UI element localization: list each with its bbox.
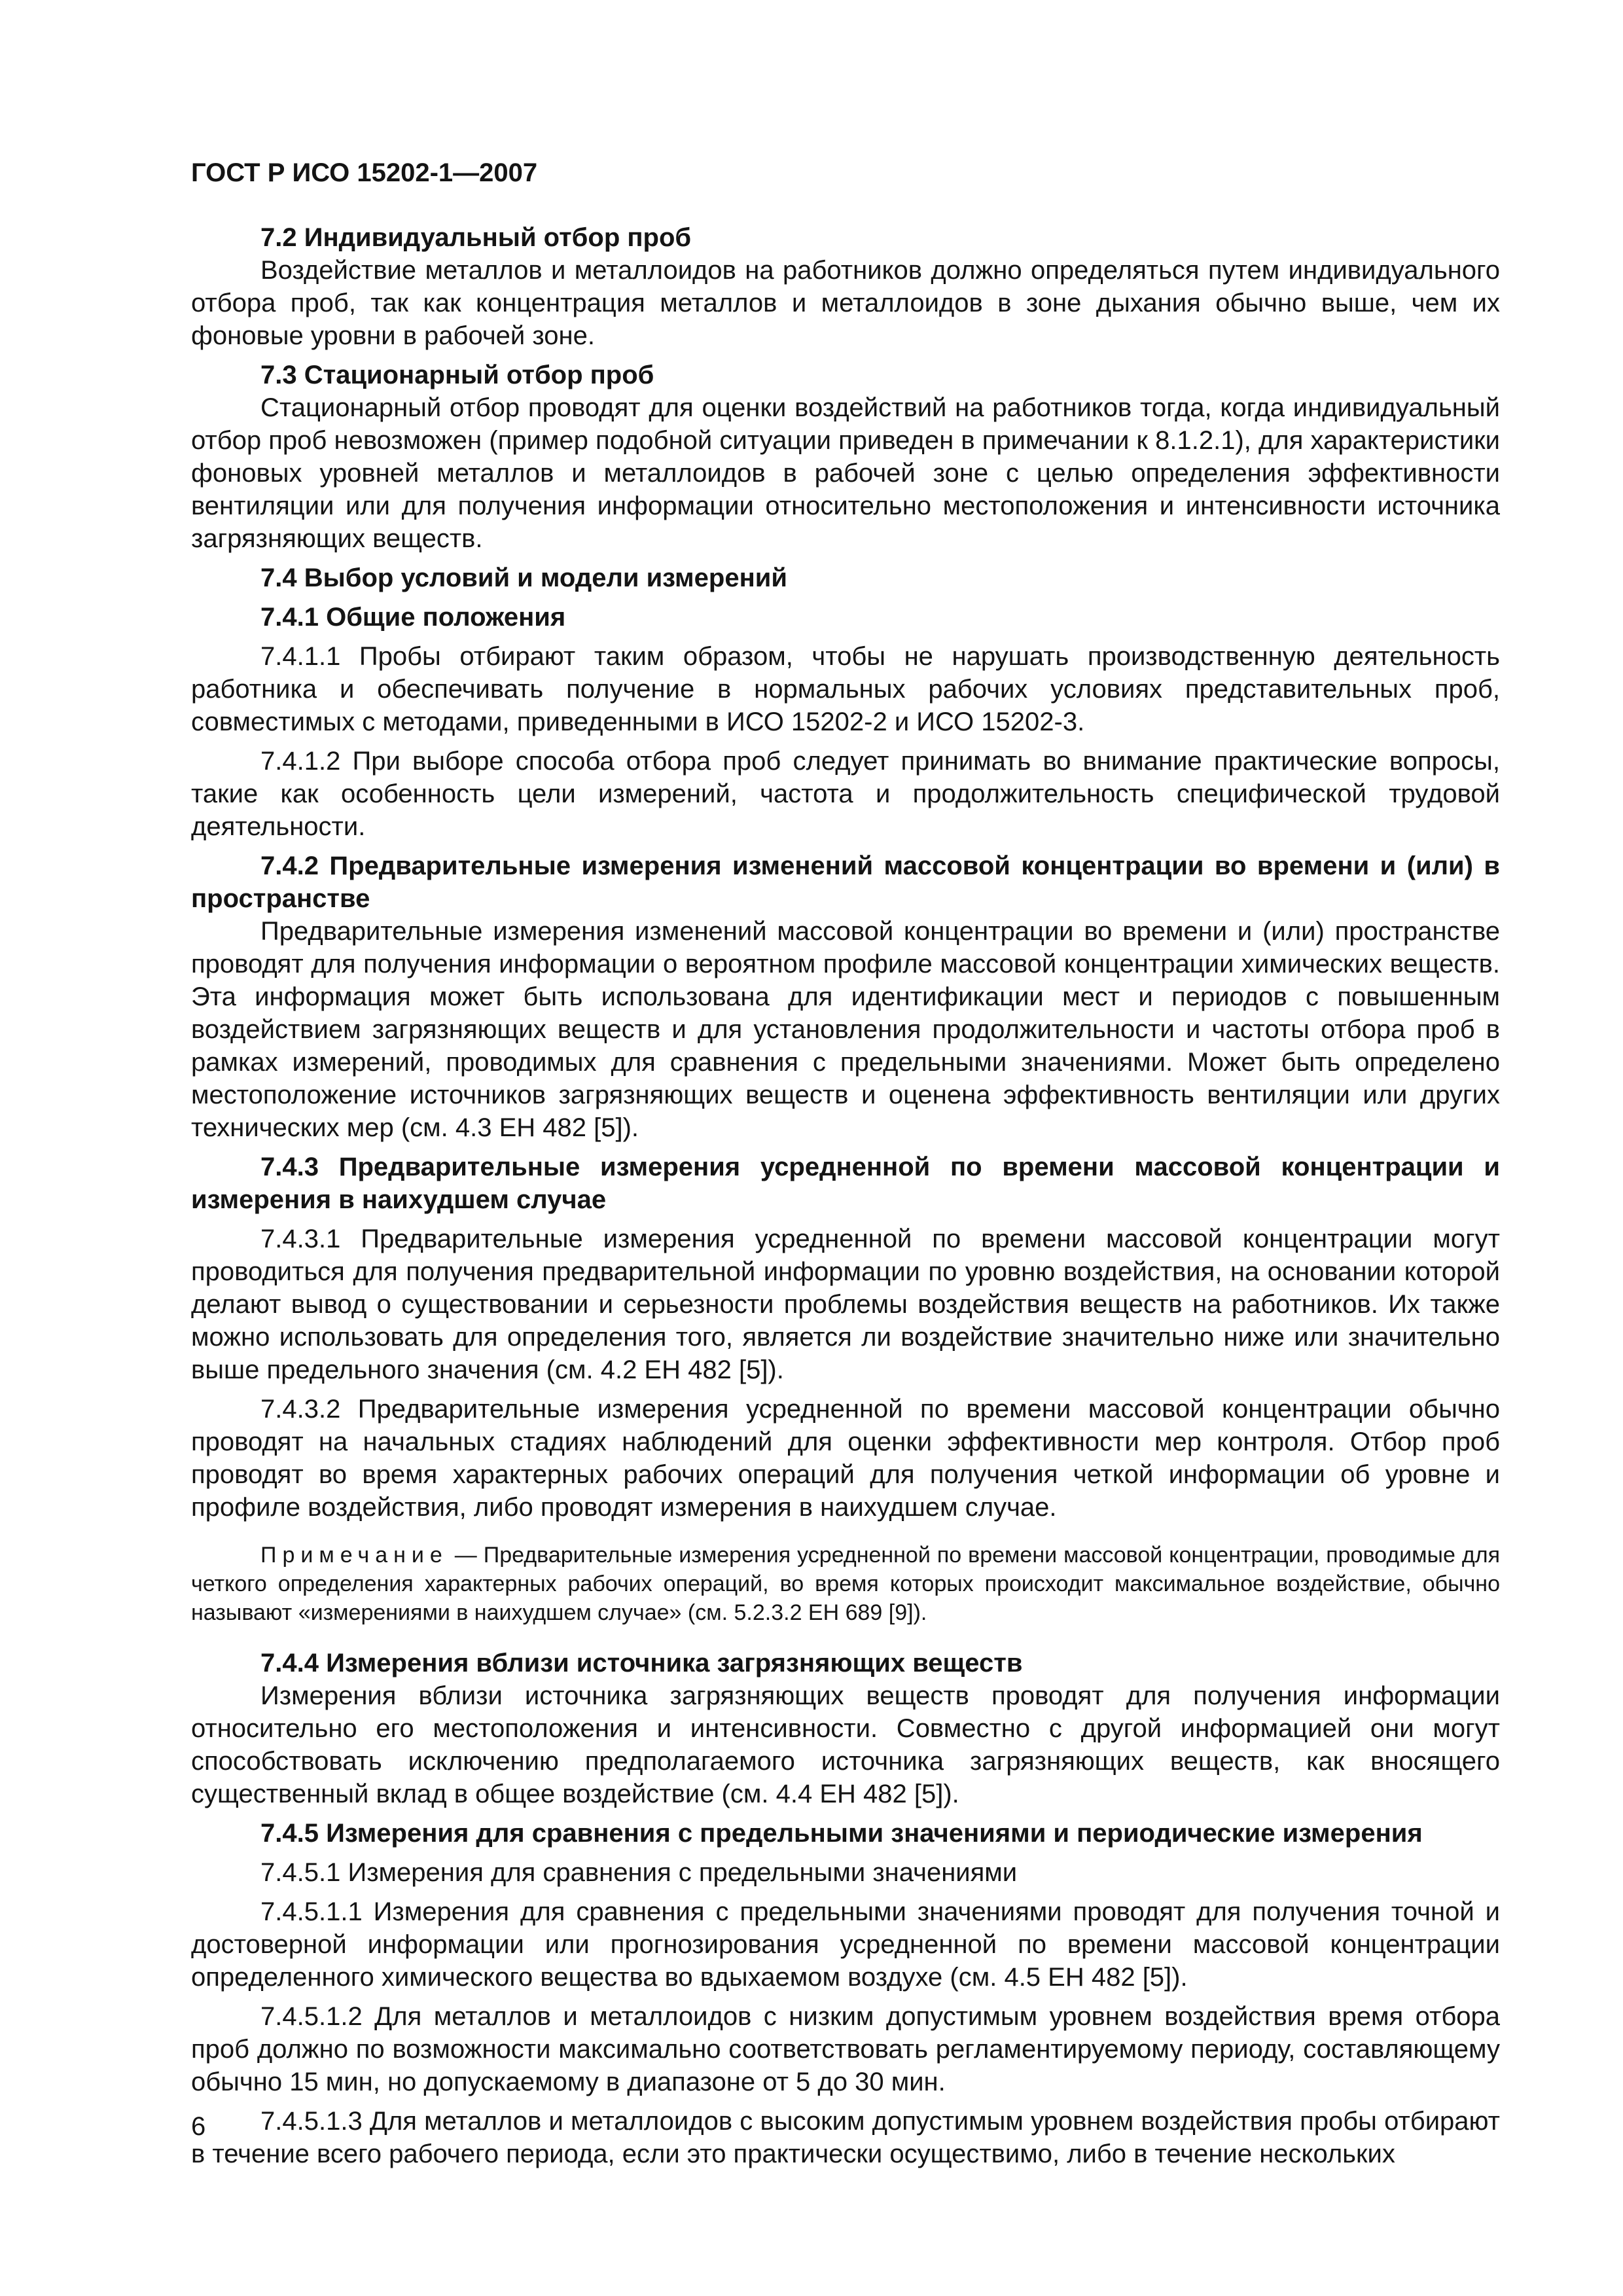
page-number: 6: [191, 2112, 206, 2141]
section-7-4-4-text: Измерения вблизи источника загрязняющих веществ проводят для получения информации относительно его местоположения и интенсивности. Совместно с другой информацией они могут способствовать исключению предполагаемого источника загрязняющих веществ, как вносящего существенный вклад в общее воздействие (см. 4.4 ЕН 482 [5]).: [191, 1681, 1500, 1808]
section-7-4-2-title: 7.4.2 Предварительные измерения изменений массовой концентрации во времени и (или) в пространстве: [191, 852, 1500, 913]
section-7-2-text: Воздействие металлов и металлоидов на работников должно определяться путем индивидуального отбора проб, так как концентрация металлов и металлоидов в зоне дыхания обычно выше, чем их фоновые уровни в рабочей зоне.: [191, 256, 1500, 350]
section-7-4-3-1-text: 7.4.3.1 Предварительные измерения усредненной по времени массовой концентрации могут проводиться для получения предварительной информации по уровню воздействия, на основании которой делают вывод о существовании и серьезности проблемы воздействия веществ на работников. Их также можно использовать для определения того, является ли воздействие значительно ниже или значительно выше предельного значения (см. 4.2 ЕН 482 [5]).: [191, 1225, 1500, 1384]
section-7-4-5-1-text: 7.4.5.1 Измерения для сравнения с предельными значениями: [260, 1858, 1018, 1887]
section-7-4-5-1-1-text: 7.4.5.1.1 Измерения для сравнения с предельными значениями проводят для получения точной и достоверной информации или прогнозирования усредненной по времени массовой концентрации определенного химического вещества во вдыхаемом воздухе (см. 4.5 ЕН 482 [5]).: [191, 1897, 1500, 1992]
document-header: ГОСТ Р ИСО 15202-1—2007: [191, 158, 538, 187]
section-7-4-3-2-text: 7.4.3.2 Предварительные измерения усредненной по времени массовой концентрации обычно проводят на начальных стадиях наблюдений для оценки эффективности мер контроля. Отбор проб проводят во время характерных рабочих операций для получения четкой информации об уровне и профиле воздействия, либо проводят измерения в наихудшем случае.: [191, 1395, 1500, 1522]
section-7-4-1-title: 7.4.1 Общие положения: [260, 603, 566, 632]
section-7-2-title: 7.2 Индивидуальный отбор проб: [260, 223, 692, 252]
section-7-4-2-text: Предварительные измерения изменений массовой концентрации во времени и (или) пространстве проводят для получения информации о вероятном профиле массовой концентрации химических веществ. Эта информация может быть использована для идентификации мест и периодов с повышенным воздействием загрязняющих веществ и для установления продолжительности и частоты отбора проб в рамках измерений, проводимых для сравнения с предельными значениями. Может быть определено местоположение источников загрязняющих веществ и оценена эффективность вентиляции или других технических мер (см. 4.3 ЕН 482 [5]).: [191, 917, 1500, 1142]
section-7-4-4-title: 7.4.4 Измерения вблизи источника загрязняющих веществ: [260, 1649, 1023, 1677]
section-7-4-1-2-text: 7.4.1.2 При выборе способа отбора проб следует принимать во внимание практические вопросы, такие как особенность цели измерений, частота и продолжительность специфической трудовой деятельности.: [191, 747, 1500, 841]
section-7-4-1-1-text: 7.4.1.1 Пробы отбирают таким образом, чтобы не нарушать производственную деятельность работника и обеспечивать получение в нормальных рабочих условиях представительных проб, совместимых с методами, приведенными в ИСО 15202-2 и ИСО 15202-3.: [191, 642, 1500, 736]
section-7-4-5-1-2-text: 7.4.5.1.2 Для металлов и металлоидов с низким допустимым уровнем воздействия время отбора проб должно по возможности максимально соответствовать регламентируемому периоду, составляющему обычно 15 мин, но допускаемому в диапазоне от 5 до 30 мин.: [191, 2002, 1500, 2096]
section-7-4-3-title: 7.4.3 Предварительные измерения усредненной по времени массовой концентрации и измерения в наихудшем случае: [191, 1153, 1500, 1214]
note: [191, 1541, 1500, 1627]
document-page: [191, 157, 1500, 2170]
section-7-4-title: 7.4 Выбор условий и модели измерений: [260, 564, 787, 592]
section-7-3-title: 7.3 Стационарный отбор проб: [260, 361, 654, 389]
section-7-3-text: Стационарный отбор проводят для оценки воздействий на работников тогда, когда индивидуальный отбор проб невозможен (пример подобной ситуации приведен в примечании к 8.1.2.1), для характеристики фоновых уровней металлов и металлоидов в рабочей зоне с целью определения эффективности вентиляции или для получения информации относительно местоположения и интенсивности источника загрязняющих веществ.: [191, 393, 1500, 553]
section-7-4-5-1-3-text: 7.4.5.1.3 Для металлов и металлоидов с высоким допустимым уровнем воздействия пробы отбирают в течение всего рабочего периода, если это практически осуществимо, либо в течение нескольких: [191, 2107, 1500, 2168]
note-label: Примечание: [260, 1543, 448, 1568]
note-text: — Предварительные измерения усредненной по времени массовой концентрации, проводимые для четкого определения характерных рабочих операций, во время которых происходит максимальное воздействие, обычно называют «измерениями в наихудшем случае» (см. 5.2.3.2 ЕН 689 [9]).: [191, 1543, 1500, 1625]
section-7-4-5-title: 7.4.5 Измерения для сравнения с предельными значениями и периодические измерения: [260, 1819, 1423, 1848]
